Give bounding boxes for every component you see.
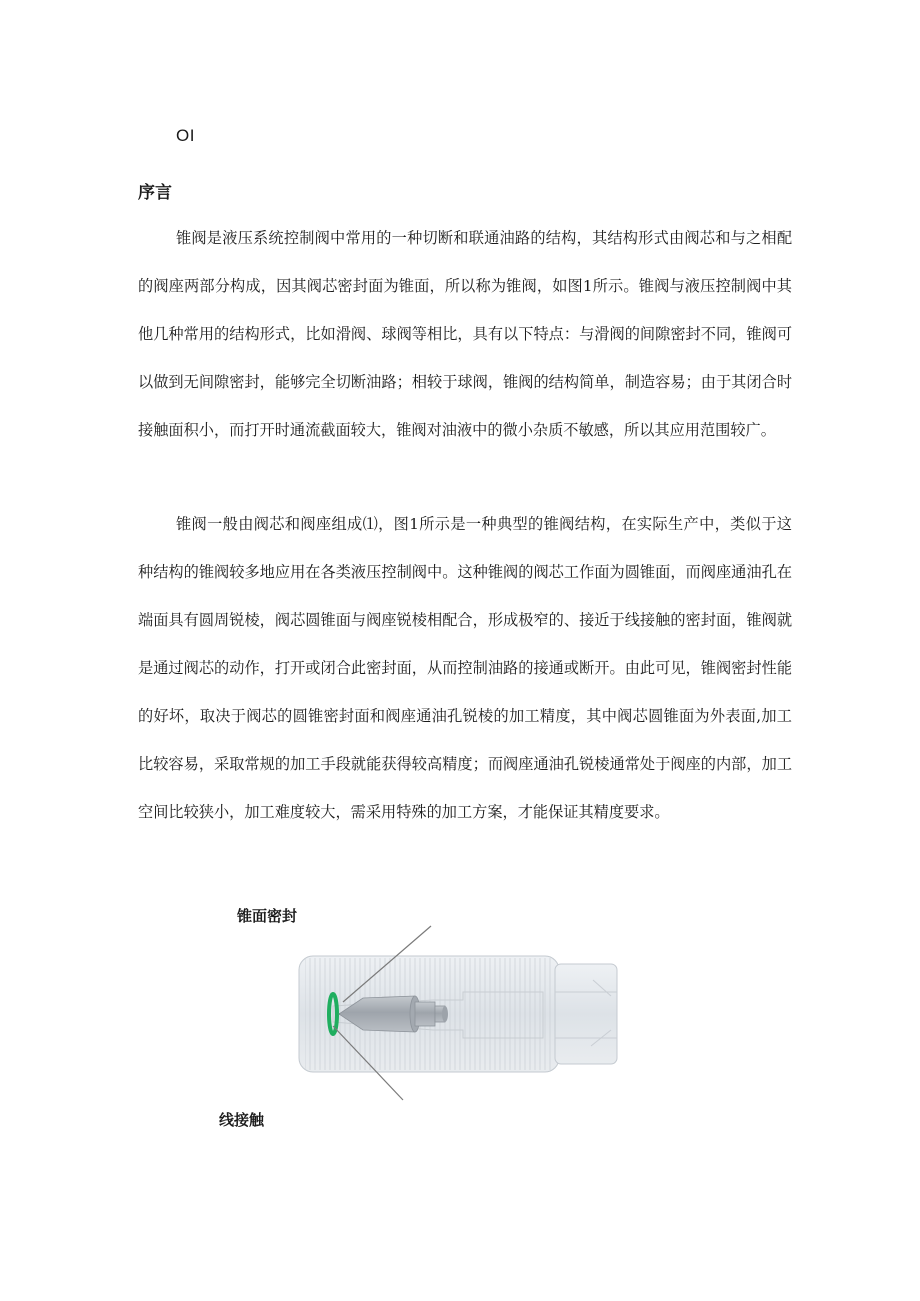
figure-cone-valve [205, 898, 625, 1138]
paragraph-1: 锥阀是液压系统控制阀中常用的一种切断和联通油路的结构，其结构形式由阀芯和与之相配的阀座两部分构成，因其阀芯密封面为锥面，所以称为锥阀，如图1所示。锥阀与液压控制阀中其他几种常用的结构形式，比如滑阀、球阀等相比，具有以下特点：与滑阀的间隙密封不同，锥阀可以做到无间隙密封，能够完全切断油路；相较于球阀，锥阀的结构简单，制造容易；由于其闭合时接触面积小，而打开时通流截面较大，锥阀对油液中的微小杂质不敏感，所以其应用范围较广。 [138, 229, 792, 439]
section-marker: OI [176, 126, 195, 145]
section-heading: 序言 [138, 183, 172, 203]
figure-label-line-contact: 线接触 [219, 1111, 265, 1129]
valve-illustration [293, 922, 623, 1102]
figure-label-cone-seal: 锥面密封 [237, 907, 298, 925]
paragraph-2: 锥阀一般由阀芯和阀座组成⑴，图1所示是一种典型的锥阀结构，在实际生产中，类似于这种结构的锥阀较多地应用在各类液压控制阀中。这种锥阀的阀芯工作面为圆锥面，而阀座通油孔在端面具有圆周锐棱，阀芯圆锥面与阀座锐棱相配合，形成极窄的、接近于线接触的密封面，锥阀就是通过阀芯的动作，打开或闭合此密封面，从而控制油路的接通或断开。由此可见，锥阀密封性能的好坏，取决于阀芯的圆锥密封面和阀座通油孔锐棱的加工精度，其中阀芯圆锥面为外表面,加工比较容易，采取常规的加工手段就能获得较高精度；而阀座通油孔锐棱通常处于阀座的内部，加工空间比较狭小，加工难度较大，需采用特殊的加工方案，才能保证其精度要求。 [138, 515, 792, 821]
